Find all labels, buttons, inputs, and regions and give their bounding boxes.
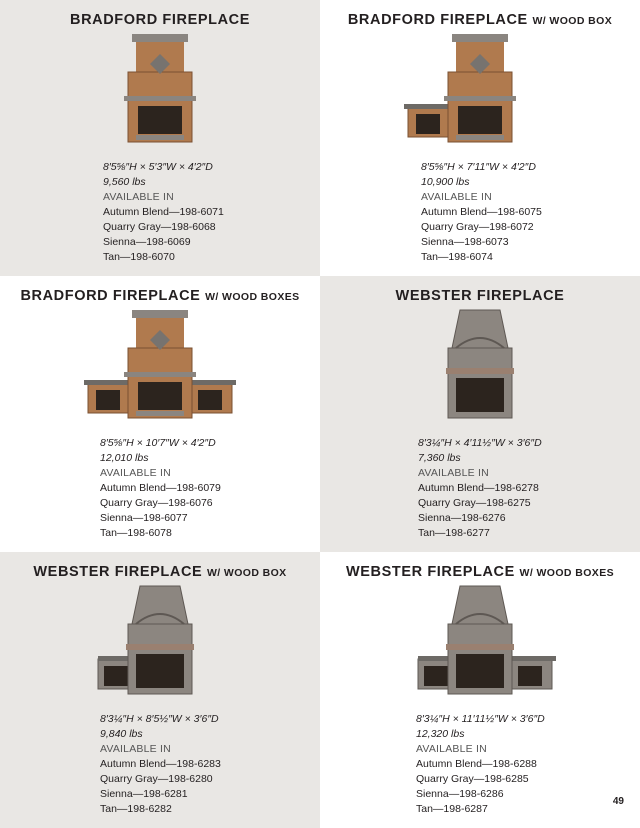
product-card xyxy=(320,276,640,552)
product-card xyxy=(0,276,320,552)
color-option: Quarry Gray—198-6280 xyxy=(100,773,213,785)
available-in-label: AVAILABLE IN xyxy=(416,743,487,755)
product-name: WEBSTER FIREPLACE xyxy=(346,564,515,580)
product-suffix: W/ WOOD BOX xyxy=(206,567,287,579)
color-option: Sienna—198-6073 xyxy=(421,236,509,248)
product-name: BRADFORD FIREPLACE xyxy=(347,12,528,28)
weight: 12,320 lbs xyxy=(416,728,465,740)
color-option: Sienna—198-6281 xyxy=(100,788,188,800)
fireplace-image xyxy=(320,308,640,423)
product-title xyxy=(0,288,320,304)
dimensions: 8′5⅝″H × 7′11″W × 4′2″D xyxy=(421,161,536,173)
fireplace-image xyxy=(0,584,320,699)
dimensions: 8′3¼″H × 8′5½″W × 3′6″D xyxy=(100,713,219,725)
page-number: 49 xyxy=(612,796,624,807)
available-in-label: AVAILABLE IN xyxy=(103,191,174,203)
product-suffix: W/ WOOD BOXES xyxy=(519,567,614,579)
product-suffix: W/ WOOD BOXES xyxy=(205,291,300,303)
product-card xyxy=(320,552,640,828)
product-specs xyxy=(416,712,545,817)
color-option: Quarry Gray—198-6068 xyxy=(103,221,216,233)
color-option: Sienna—198-6077 xyxy=(100,512,188,524)
dimensions: 8′5⅝″H × 5′3″W × 4′2″D xyxy=(103,161,213,173)
product-title xyxy=(320,564,640,580)
color-option: Tan—198-6074 xyxy=(421,251,493,263)
product-card xyxy=(320,0,640,276)
color-option: Tan—198-6070 xyxy=(103,251,175,263)
color-option: Tan—198-6078 xyxy=(100,527,172,539)
color-option: Autumn Blend—198-6075 xyxy=(421,206,542,218)
product-specs xyxy=(418,436,542,541)
product-specs xyxy=(421,160,542,265)
product-suffix: W/ WOOD BOX xyxy=(532,15,613,27)
fireplace-image xyxy=(320,32,640,147)
color-option: Quarry Gray—198-6076 xyxy=(100,497,213,509)
fireplace-image xyxy=(0,32,320,147)
product-card xyxy=(0,552,320,828)
available-in-label: AVAILABLE IN xyxy=(100,467,171,479)
available-in-label: AVAILABLE IN xyxy=(418,467,489,479)
color-option: Quarry Gray—198-6285 xyxy=(416,773,529,785)
color-option: Tan—198-6277 xyxy=(418,527,490,539)
product-name: BRADFORD FIREPLACE xyxy=(20,288,201,304)
color-option: Sienna—198-6069 xyxy=(103,236,191,248)
color-option: Autumn Blend—198-6079 xyxy=(100,482,221,494)
fireplace-image xyxy=(320,584,640,699)
fireplace-image xyxy=(0,308,320,423)
color-option: Sienna—198-6276 xyxy=(418,512,506,524)
product-specs xyxy=(100,436,221,541)
product-card xyxy=(0,0,320,276)
color-option: Autumn Blend—198-6071 xyxy=(103,206,224,218)
dimensions: 8′3¼″H × 11′11½″W × 3′6″D xyxy=(416,713,545,725)
product-name: WEBSTER FIREPLACE xyxy=(395,288,565,304)
product-specs xyxy=(100,712,221,817)
weight: 10,900 lbs xyxy=(421,176,470,188)
product-title xyxy=(320,12,640,28)
color-option: Tan—198-6287 xyxy=(416,803,488,815)
weight: 12,010 lbs xyxy=(100,452,149,464)
product-title xyxy=(320,288,640,304)
color-option: Sienna—198-6286 xyxy=(416,788,504,800)
weight: 9,840 lbs xyxy=(100,728,143,740)
dimensions: 8′3¼″H × 4′11½″W × 3′6″D xyxy=(418,437,542,449)
color-option: Autumn Blend—198-6288 xyxy=(416,758,537,770)
color-option: Tan—198-6282 xyxy=(100,803,172,815)
color-option: Autumn Blend—198-6278 xyxy=(418,482,539,494)
weight: 7,360 lbs xyxy=(418,452,461,464)
color-option: Autumn Blend—198-6283 xyxy=(100,758,221,770)
weight: 9,560 lbs xyxy=(103,176,146,188)
dimensions: 8′5⅝″H × 10′7″W × 4′2″D xyxy=(100,437,216,449)
product-title xyxy=(0,12,320,28)
color-option: Quarry Gray—198-6275 xyxy=(418,497,531,509)
product-name: BRADFORD FIREPLACE xyxy=(70,12,250,28)
product-specs xyxy=(103,160,224,265)
color-option: Quarry Gray—198-6072 xyxy=(421,221,534,233)
product-name: WEBSTER FIREPLACE xyxy=(33,564,203,580)
available-in-label: AVAILABLE IN xyxy=(421,191,492,203)
available-in-label: AVAILABLE IN xyxy=(100,743,171,755)
product-title xyxy=(0,564,320,580)
